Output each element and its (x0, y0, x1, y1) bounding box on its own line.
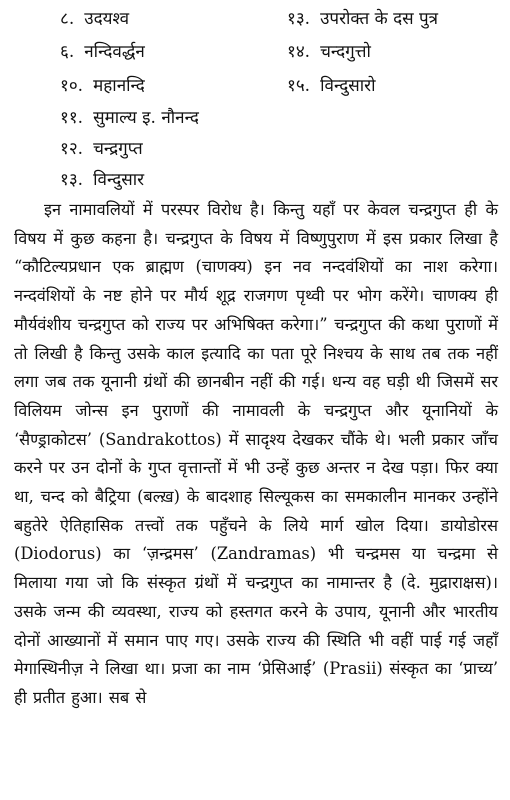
list-item-number: ८. (60, 9, 75, 29)
list-item-name: चन्द्रगुप्त (93, 139, 143, 159)
list-item (60, 138, 143, 160)
list-item-number: १४. (287, 42, 311, 62)
body-paragraph: इन नामावलियों में परस्पर विरोध है। किन्तु यहाँ पर केवल चन्द्रगुप्त ही के विषय में कुछ कहना है। चन्द्रगुप्त के विषय में विष्णुपुराण में इस प्रकार लिखा है “कौटिल्यप्रधान एक ब्राह्मण (चाणक्य) इन नव नन्दवंशियों का नाश करेगा। नन्दवंशियों के नष्ट होने पर मौर्य शूद्र राजगण पृथ्वी पर भोग करेंगे। चाणक्य ही मौर्यवंशीय चन्द्रगुप्त को राज्य पर अभिषिक्त करेगा।” चन्द्रगुप्त की कथा पुराणों में तो लिखी है किन्तु उसके काल इत्यादि का पता पूरे निश्चय के साथ तब तक नहीं लगा जब तक यूनानी ग्रंथों की छानबीन नहीं की गई। धन्य वह घड़ी थी जिसमें सर विलियम जोन्स इन पुराणों की नामावली के चन्द्रगुप्त और यूनानियों के ‘सैण्ड्राकोटस’ (Sandrakottos) में सादृश्य देखकर चौंके थे। भली प्रकार जाँच करने पर उन दोनों के गुप्त वृत्तान्तों में भी उन्हें कुछ अन्तर न देख पड़ा। फिर क्या था, चन्द को बैट्रिया (बल्ख़) के बादशाह सिल्यूकस का समकालीन मानकर उन्होंने बहुतेरे ऐतिहासिक तत्त्वों तक पहुँचने के लिये मार्ग खोल दिया। डायोडोरस (Diodorus) का ‘ज़न्द्रमस’ (Zandramas) भी चन्द्रमस या चन्द्रमा से मिलाया गया जो कि संस्कृत ग्रंथों में चन्द्रगुप्त का नामान्तर है (दे. मुद्राराक्षस)। उसके जन्म की व्यवस्था, राज्य को हस्तगत करने के उपाय, यूनानी और भारतीय दोनों आख्यानों में समान पाए गए। उसके राज्य की स्थिति भी वहीं पाई गई जहाँ मेगास्थिनीज़ ने लिखा था। प्रजा का नाम ‘प्रेसिआई’ (Prasii) संस्कृत का ‘प्राच्य’ ही प्रतीत हुआ। सब से (14, 200, 498, 707)
list-item-name: उपरोक्त के दस पुत्र (320, 9, 439, 29)
list-item-number: १२. (60, 139, 84, 159)
list-item-number: १३. (60, 170, 84, 190)
list-item-name: महानन्दि (93, 76, 145, 96)
list-item-number: १५. (287, 76, 311, 96)
list-item (60, 169, 144, 191)
list-item (60, 75, 145, 97)
list-item-name: विन्दुसार (93, 170, 145, 190)
list-item-number: ६. (60, 42, 75, 62)
list-item-name: सुमाल्य इ. नौनन्द (93, 108, 199, 128)
list-item (287, 8, 438, 30)
list-item (60, 8, 129, 30)
list-item-name: उदयश्व (84, 9, 130, 29)
dynasty-name-list (0, 0, 510, 200)
list-item (287, 41, 371, 63)
list-item-number: ११. (60, 108, 84, 128)
list-item (60, 107, 199, 129)
list-item-number: १०. (60, 76, 84, 96)
list-item-name: विन्दुसारो (320, 76, 376, 96)
list-item-name: चन्दगुत्तो (320, 42, 371, 62)
list-item (287, 75, 375, 97)
list-item-number: १३. (287, 9, 311, 29)
list-item (60, 41, 145, 63)
list-item-name: नन्दिवर्द्धन (84, 42, 145, 62)
